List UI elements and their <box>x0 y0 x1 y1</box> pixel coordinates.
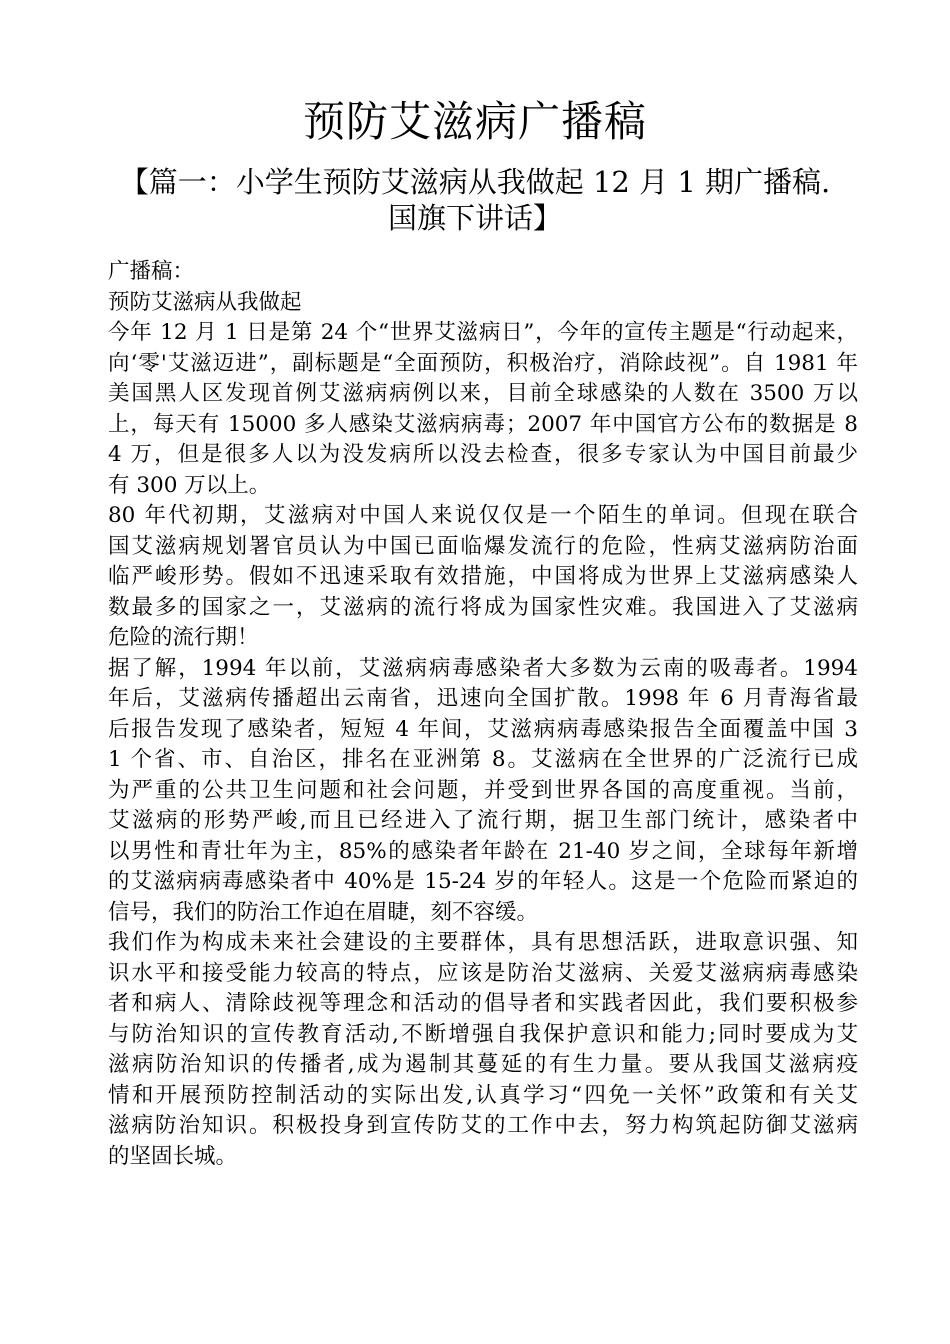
body-text-line: 艾滋病的形势严峻,而且已经进入了流行期，据卫生部门统计，感染者中 <box>108 808 858 833</box>
body-text-line: 1 个省、市、自治区，排名在亚洲第 8。艾滋病在全世界的广泛流行已成 <box>108 747 858 772</box>
body-text-line: 数最多的国家之一，艾滋病的流行将成为国家性灾难。我国进入了艾滋病 <box>108 594 858 620</box>
body-text-line: 我们作为构成未来社会建设的主要群体，具有思想活跃，进取意识强、知 <box>108 930 858 955</box>
body-text-line: 者和病人、清除歧视等理念和活动的倡导者和实践者因此，我们要积极参 <box>108 991 858 1016</box>
body-text-line: 滋病防治知识的传播者,成为遏制其蔓延的有生力量。要从我国艾滋病疫 <box>108 1052 858 1077</box>
body-text-line: 80 年代初期，艾滋病对中国人来说仅仅是一个陌生的单词。但现在联合 <box>108 503 858 528</box>
body-text-line: 据了解，1994 年以前，艾滋病病毒感染者大多数为云南的吸毒者。1994 <box>108 655 858 681</box>
document-subtitle-line-2: 国旗下讲话】 <box>387 201 562 235</box>
body-text-line: 临严峻形势。假如不迅速采取有效措施，中国将成为世界上艾滋病感染人 <box>108 564 858 589</box>
body-text-line: 信号，我们的防治工作迫在眉睫，刻不容缓。 <box>108 899 539 925</box>
document-body <box>108 257 858 1172</box>
body-text-line: 有 300 万以上。 <box>108 472 271 498</box>
body-text-line: 以男性和青壮年为主，85%的感染者年龄在 21-40 岁之间，全球每年新增 <box>108 838 858 864</box>
document-title: 预防艾滋病广播稿 <box>302 97 647 146</box>
body-text-line: 预防艾滋病从我做起 <box>108 289 302 315</box>
body-text-line: 上，每天有 15000 多人感染艾滋病病毒；2007 年中国官方公布的数据是 8 <box>108 411 858 437</box>
body-text-line: 滋病防治知识。积极投身到宣传防艾的工作中去，努力构筑起防御艾滋病 <box>108 1113 858 1138</box>
body-text-line: 广播稿： <box>108 259 195 284</box>
body-text-line: 与防治知识的宣传教育活动,不断增强自我保护意识和能力;同时要成为艾 <box>108 1021 858 1047</box>
body-text-line: 向‘零'艾滋迈进”，副标题是“全面预防，积极治疗，消除歧视”。自 1981 年 <box>108 350 858 376</box>
document-subtitle-line-1: 【篇一：小学生预防艾滋病从我做起 12 月 1 期广播稿. <box>119 165 831 199</box>
body-text-line: 为严重的公共卫生问题和社会问题，并受到世界各国的高度重视。当前， <box>108 777 858 803</box>
body-text-line: 美国黑人区发现首例艾滋病病例以来，目前全球感染的人数在 3500 万以 <box>108 381 858 406</box>
body-text-line: 的坚固长城。 <box>108 1143 238 1169</box>
body-text-line: 危险的流行期！ <box>108 625 259 650</box>
body-text-line: 年后，艾滋病传播超出云南省，迅速向全国扩散。1998 年 6 月青海省最 <box>108 686 858 711</box>
body-text-line: 情和开展预防控制活动的实际出发,认真学习“四免一关怀”政策和有关艾 <box>108 1082 858 1108</box>
body-text-line: 今年 12 月 1 日是第 24 个“世界艾滋病日”，今年的宣传主题是“行动起来， <box>108 320 858 345</box>
body-text-line: 的艾滋病病毒感染者中 40%是 15-24 岁的年轻人。这是一个危险而紧迫的 <box>108 869 858 894</box>
body-text-line: 后报告发现了感染者，短短 4 年间，艾滋病病毒感染报告全面覆盖中国 3 <box>108 716 858 742</box>
body-text-line: 4 万，但是很多人以为没发病所以没去检查，很多专家认为中国目前最少 <box>108 442 858 467</box>
body-text-line: 识水平和接受能力较高的特点，应该是防治艾滋病、关爱艾滋病病毒感染 <box>108 960 858 986</box>
body-text-line: 国艾滋病规划署官员认为中国已面临爆发流行的危险，性病艾滋病防治面 <box>108 533 858 559</box>
